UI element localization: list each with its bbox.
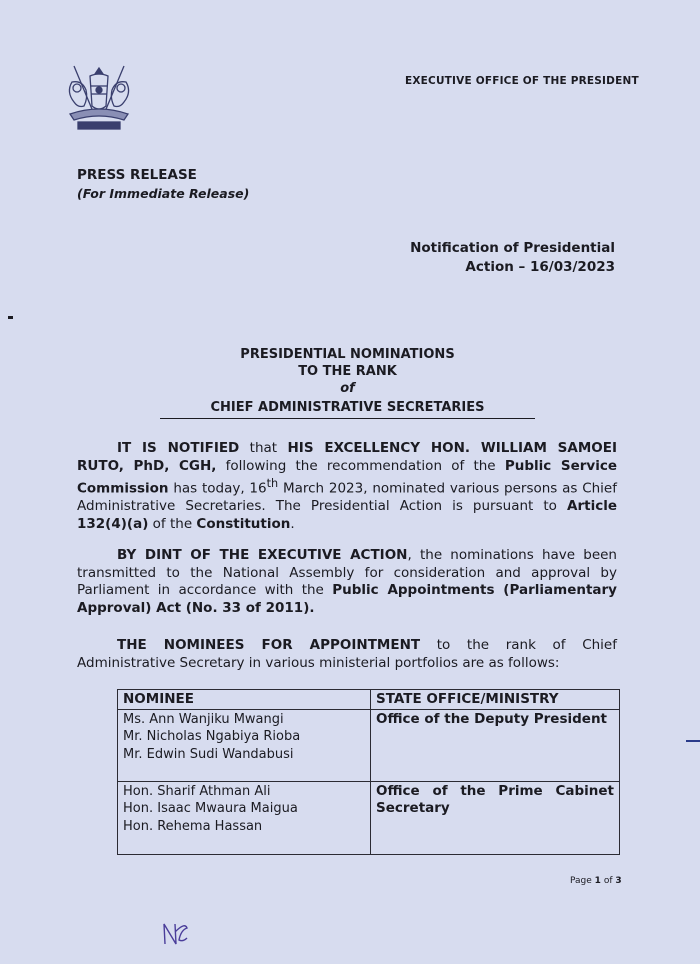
column-header-office: STATE OFFICE/MINISTRY [371, 690, 620, 710]
nominee-cell [118, 781, 371, 854]
constitution-reference: Constitution [196, 515, 291, 532]
article-reference: Article 132(4)(a) [77, 498, 617, 532]
office-header: EXECUTIVE OFFICE OF THE PRESIDENT [405, 75, 639, 87]
table-row [118, 709, 620, 781]
nominees-table [117, 689, 620, 855]
press-release-title: PRESS RELEASE [77, 167, 197, 183]
column-header-nominee: NOMINEE [118, 690, 371, 710]
page-number: Page 1 of 3 [570, 876, 622, 886]
notification-reference [410, 239, 615, 277]
paragraph-executive-action: BY DINT OF THE EXECUTIVE ACTION, the nominations have been transmitted to the National Assembly for consideration and approval by Parliament in accordance with the Public Appointments (Parliamentary Approval) Act (No. 33 of 2011). [77, 547, 617, 616]
scan-mark [8, 316, 13, 319]
lead-text: BY DINT OF THE EXECUTIVE ACTION [117, 547, 408, 563]
paragraph-notified: IT IS NOTIFIED that HIS EXCELLENCY HON. WILLIAM SAMOEI RUTO, PhD, CGH, following the recommendation of the Public Service Commission has today, 16th March 2023, nominated various persons as Chief Administrative Secretaries. The Presidential Action is pursuant to Article 132(4)(a) of the Constitution. [77, 440, 618, 532]
office-cell: Office of the Deputy President [371, 709, 620, 781]
handwritten-initials-icon [160, 918, 190, 948]
act-reference: Public Appointments (Parliamentary Approval) Act (No. 33 of 2011). [77, 582, 617, 616]
press-release-subtitle: (For Immediate Release) [77, 186, 250, 201]
table-header-row [118, 690, 620, 710]
president-name: HIS EXCELLENCY HON. WILLIAM SAMOEI RUTO, PhD, CGH, [77, 440, 618, 474]
table-row [118, 781, 620, 854]
commission-name: Public Service Commission [77, 457, 618, 497]
lead-text: IT IS NOTIFIED [117, 440, 240, 456]
nominee-name: Ms. Ann Wanjiku Mwangi [123, 711, 284, 727]
heading-line-4: CHIEF ADMINISTRATIVE SECRETARIES [160, 399, 535, 419]
paragraph-nominees: THE NOMINEES FOR APPOINTMENT to the rank of Chief Administrative Secretary in various ministerial portfolios are as follows: [77, 637, 617, 671]
nominee-name: Mr. Edwin Sudi Wandabusi [123, 746, 294, 762]
heading-line-1: PRESIDENTIAL NOMINATIONS [240, 347, 455, 362]
office-cell: Office of the Prime Cabinet Secretary [371, 781, 620, 854]
nominee-name: Hon. Rehema Hassan [123, 818, 263, 834]
nominee-name: Mr. Nicholas Ngabiya Rioba [123, 729, 301, 744]
notification-line-1: Notification of Presidential [410, 240, 615, 256]
nominee-name: Hon. Isaac Mwaura Maigua [123, 801, 298, 816]
lead-text: THE NOMINEES FOR APPOINTMENT [117, 637, 421, 653]
kenya-coat-of-arms-icon [60, 62, 138, 134]
nominee-cell [118, 709, 371, 781]
heading-line-3: of [340, 381, 355, 396]
heading-line-2: TO THE RANK [298, 364, 397, 379]
nominee-name: Hon. Sharif Athman Ali [123, 783, 271, 799]
notification-line-2: Action – 16/03/2023 [465, 259, 615, 275]
edge-mark [686, 740, 700, 742]
